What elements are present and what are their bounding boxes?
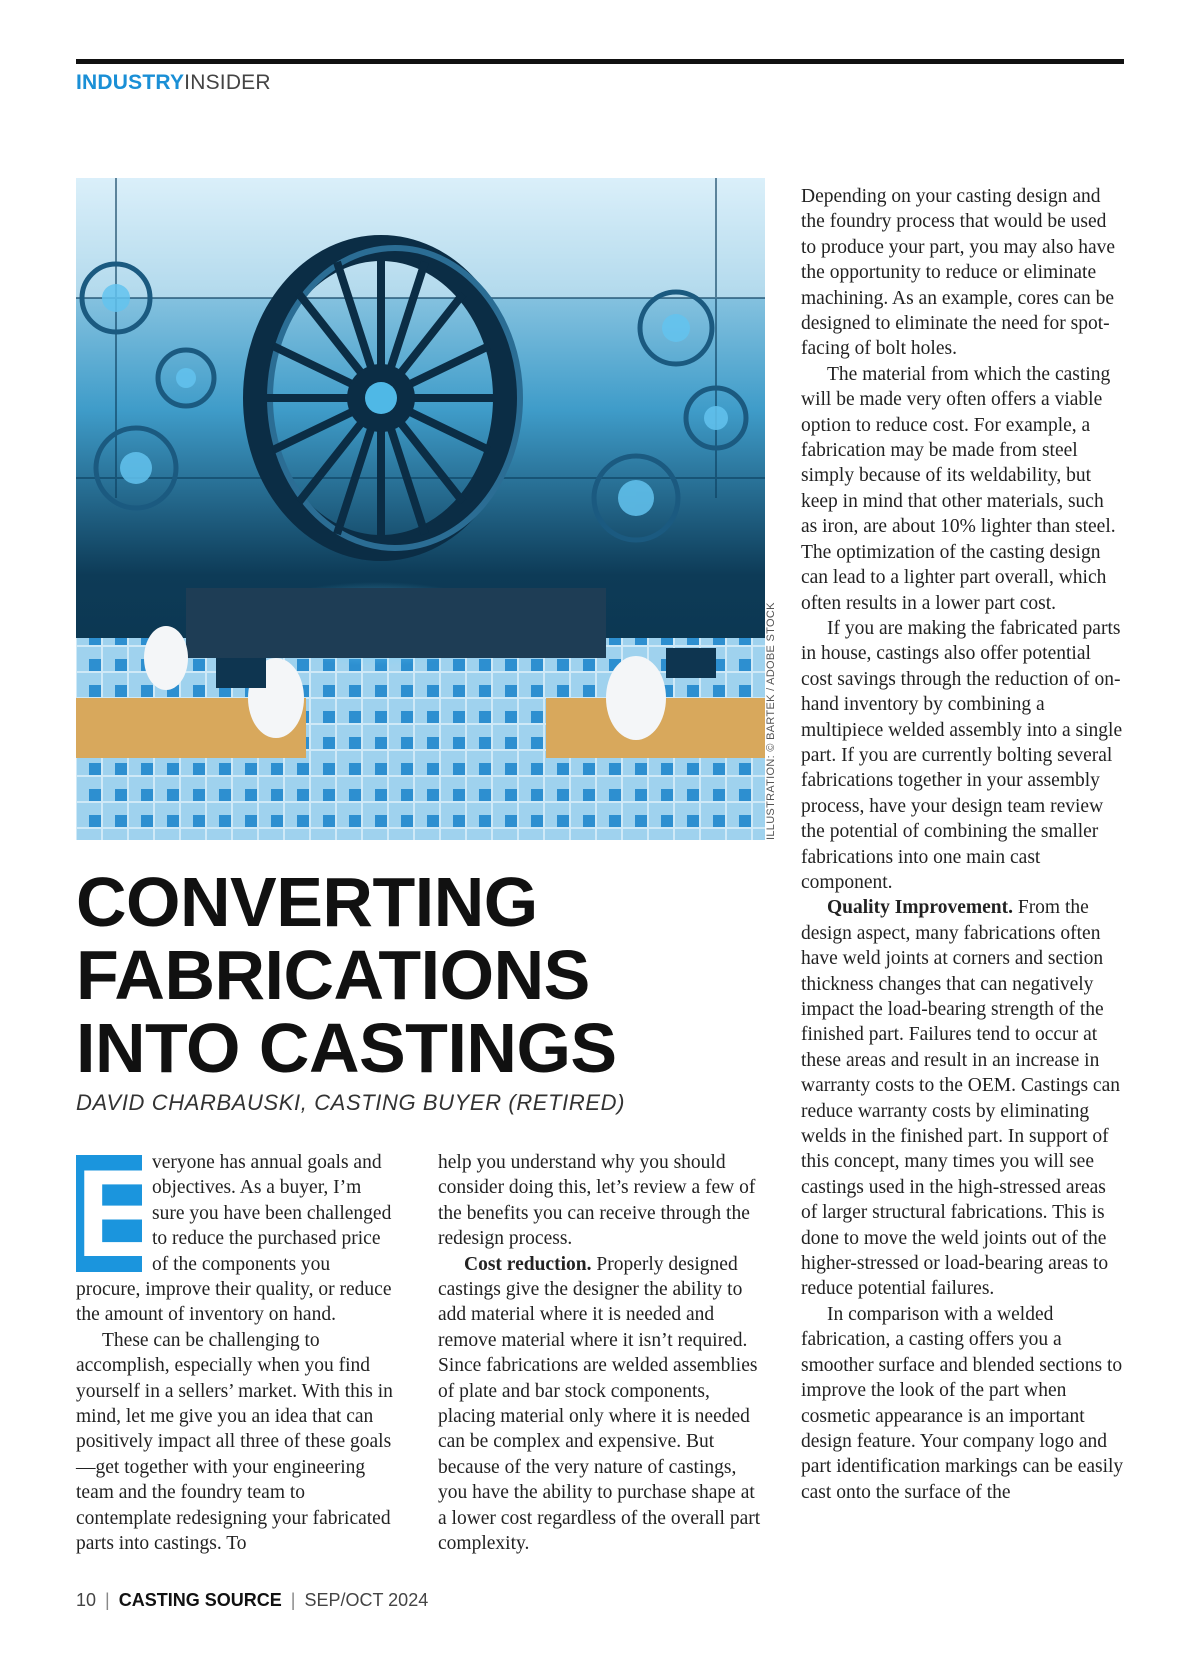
run-in-heading: Quality Improvement. (827, 897, 1013, 919)
paragraph (438, 1252, 764, 1557)
paragraph: In comparison with a welded fabrication, a casting offers you a smoother surface and blended sections to improve the look of the part when cosmetic appearance is an important design feature. Your company logo and part identification markings can be easily cast onto the surface of the (801, 1303, 1124, 1503)
paragraph: help you understand why you should consider doing this, let’s review a few of the benefits you can receive through the redesign process. (438, 1152, 756, 1250)
paragraph-text: Properly designed castings give the designer the ability to add material where it is needed and remove material where it isn’t required. Since fabrications are welded assemblies of plate and bar stock components, placing material only where it is needed can be complex and expensive. But because of the very nature of castings, you have the ability to purchase shape at a lower cost regardless of the overall part complexity. (438, 1253, 761, 1555)
section-label-bold: INDUSTRY (76, 71, 185, 94)
drop-cap-letter: E (76, 1145, 159, 1283)
body-column-2 (438, 1150, 764, 1557)
page-number: 10 (76, 1590, 97, 1610)
illustration-credit: ILLUSTRATION: © BARTEK / ADOBE STOCK (765, 602, 777, 840)
paragraph (76, 1145, 398, 1328)
paragraph-text: From the design aspect, many fabrications often have weld joints at corners and section thickness changes that can negatively impact the load-bearing strength of the finished part. Failures tend to occur at these areas and result in an increase in warranty costs to the OEM. Castings can reduce warranty costs by eliminating welds in the finished part. In support of this concept, many times you will see castings used in the high-stressed areas of larger structural fabrications. This is done to move the weld joints out of the higher-stressed or load-bearing areas to reduce potential failures. (801, 897, 1120, 1300)
page-footer (76, 1590, 428, 1611)
paragraph: If you are making the fabricated parts in house, castings also offer potential cost savings through the reduction of on-hand inventory by combining a multipiece welded assembly into a single part. If you are currently bolting several fabrications together in your assembly process, have your design team review the potential of combining the smaller fabrications into one main cast component. (801, 617, 1123, 893)
issue-date: SEP/OCT 2024 (304, 1590, 429, 1610)
title-line-1: CONVERTING (76, 863, 538, 941)
footer-separator: | (290, 1590, 296, 1610)
paragraph: Depending on your casting design and the foundry process that would be used to produce your part, you may also have the opportunity to reduce or eliminate machining. As an example, cores can be designed to eliminate the need for spot-facing of bolt holes. (801, 186, 1116, 360)
section-label (76, 71, 271, 95)
paragraph-text: veryone has annual goals and objectives. As a buyer, I’m sure you have been challenged to reduce the purchased price of the components you procure, improve their quality, or reduce the amount of inventory on hand. (76, 1152, 392, 1326)
title-line-2: FABRICATIONS (76, 936, 590, 1014)
byline: DAVID CHARBAUSKI, CASTING BUYER (RETIRED) (76, 1090, 626, 1115)
section-label-light: INSIDER (184, 71, 271, 94)
top-rule (76, 59, 1124, 64)
article-title (76, 863, 676, 1087)
paragraph: These can be challenging to accomplish, especially when you find yourself in a sellers’ market. With this in mind, let me give you an idea that can positively impact all three of these goals—get together with your engineering team and the foundry team to contemplate redesigning your fabricated parts into castings. To (76, 1329, 393, 1555)
body-column-3 (801, 184, 1124, 1505)
drop-cap (76, 1145, 159, 1283)
publication-name: CASTING SOURCE (118, 1590, 282, 1610)
paragraph: The material from which the casting will be made very often offers a viable option to reduce cost. For example, a fabrication may be made from steel simply because of its weldability, but keep in mind that other materials, such as iron, are about 10% lighter than steel. The optimization of the casting design can lead to a lighter part overall, which often results in a lower part cost. (801, 363, 1116, 614)
body-column-1 (76, 1145, 398, 1557)
hero-illustration (76, 178, 765, 840)
footer-separator: | (105, 1590, 110, 1610)
title-line-3: INTO CASTINGS (76, 1009, 617, 1087)
run-in-heading: Cost reduction. (464, 1253, 592, 1275)
paragraph (801, 895, 1124, 1302)
